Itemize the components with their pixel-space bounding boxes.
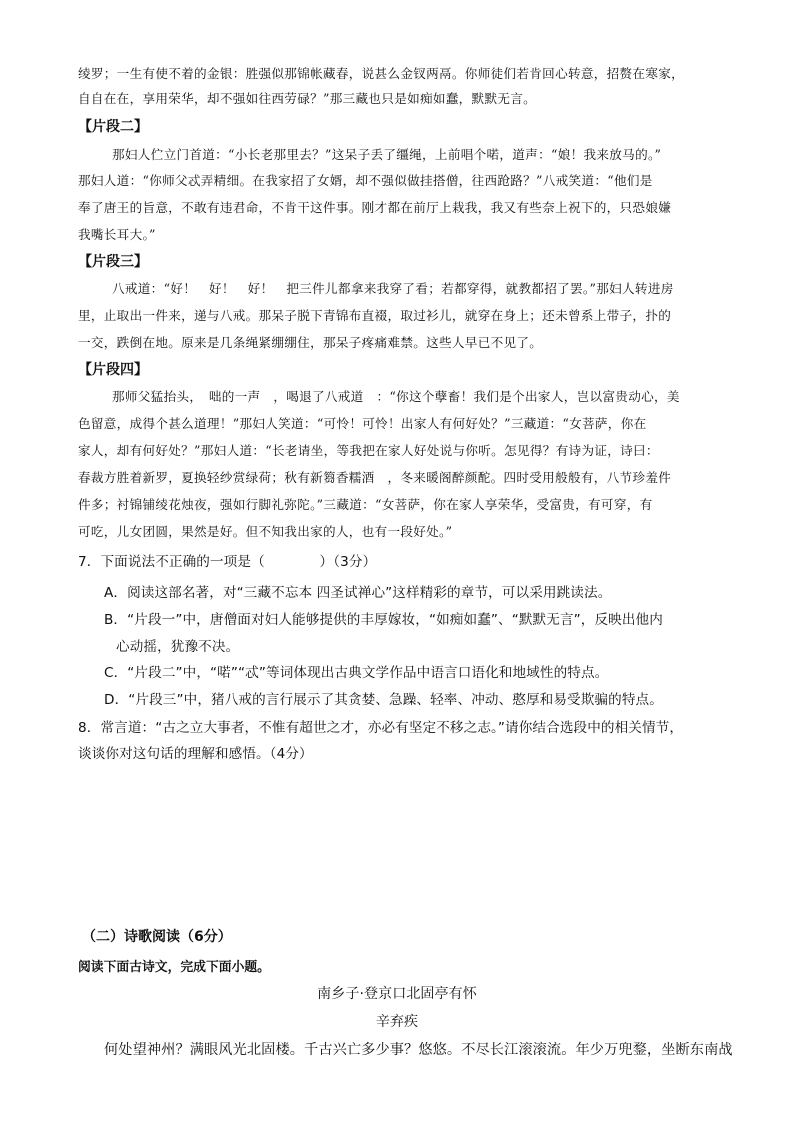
question-7-option-a: A．阅读这部名著，对“三藏不忘本 四圣试禅心”这样精彩的章节，可以采用跳读法。	[104, 585, 612, 601]
question-8-line-2: 谈谈你对这句话的理解和感悟。（4分）	[78, 746, 313, 762]
poem-author: 辛弃疾	[375, 1014, 419, 1030]
question-7-option-d: D．“片段三”中，猪八戒的言行展示了其贪婪、急躁、轻率、冲动、憨厚和易受欺骗的特点。	[104, 692, 663, 708]
fragment4-line-1: 那师父猛抬头， 咄的一声 ，喝退了八戒道 ：“你这个孽畜！我们是个出家人，岂以富贵动心，美	[112, 389, 680, 404]
fragment2-line-4: 我嘴长耳大。”	[78, 227, 156, 242]
fragment3-line-2: 里，止取出一件来，递与八戒。那呆子脱下青锦布直裰，取过衫儿，就穿在身上；还未曾系上带子，扑的	[78, 308, 672, 323]
fragment2-heading: 【片段二】	[78, 119, 148, 135]
fragment4-line-5: 件多；衬锦铺绫花烛夜，强如行脚礼弥陀。”三藏道：“女菩萨，你在家人享荣华，受富贵，有可穿，有	[78, 497, 653, 512]
fragment2-line-3: 奉了唐王的旨意，不敢有违君命，不肯干这件事。刚才都在前厅上栽我，我又有些奈上祝下的，只恐娘嫌	[78, 200, 672, 215]
fragment4-line-6: 可吃，儿女团圆，果然是好。但不知我出家的人，也有一段好处。”	[78, 524, 453, 539]
fragment4-line-4: 春裁方胜着新罗，夏换轻纱赏绿荷；秋有新篘香糯酒 ，冬来暖阁醉颜酡。四时受用般般有，八节珍羞件	[78, 470, 672, 485]
fragment2-line-1: 那妇人伫立门首道：“小长老那里去？”这呆子丢了缰绳，上前唱个喏，道声：“娘！我来放马的。”	[112, 147, 662, 162]
question-7-option-b-line-2: 心动摇，犹豫不决。	[116, 639, 240, 655]
question-8-line-1: 8．常言道：“古之立大事者，不惟有超世之才，亦必有坚定不移之志。”请你结合选段中的相关情节，	[78, 720, 684, 736]
question-7-stem: 7．下面说法不正确的一项是（ ）（3分）	[78, 554, 377, 570]
fragment2-line-2: 那妇人道：“你师父忒弄精细。在我家招了女婿，却不强似做挂搭僧，往西跄路？”八戒笑道：“他们是	[78, 173, 653, 188]
fragment1-line-2: 自自在在，享用荣华，却不强如往西劳碌？”那三藏也只是如痴如蠢，默默无言。	[78, 91, 537, 106]
section-2-instruction: 阅读下面古诗文，完成下面小题。	[78, 960, 270, 975]
poem-title: 南乡子·登京口北固亭有怀	[317, 986, 477, 1002]
fragment3-heading: 【片段三】	[78, 254, 148, 270]
fragment4-line-2: 色留意，成得个甚么道理！”那妇人笑道：“可怜！可怜！出家人有何好处？”三藏道：“女菩萨，你在	[78, 416, 647, 431]
poem-line-1: 何处望神州？满眼风光北固楼。千古兴亡多少事？悠悠。不尽长江滚滚流。年少万兜鍪，坐断东南战	[104, 1042, 733, 1058]
fragment4-line-3: 家人，却有何好处？”那妇人道：“长老请坐，等我把在家人好处说与你听。怎见得？有诗为证，诗曰：	[78, 443, 659, 458]
section-2-heading: （二）诗歌阅读（6分）	[82, 929, 232, 945]
fragment3-line-1: 八戒道：“好！ 好！ 好！ 把三件儿都拿来我穿了看；若都穿得，就教都招了罢。”那妇人转进房	[112, 281, 674, 296]
question-7-option-c: C．“片段二”中，“喏”“忒”等词体现出古典文学作品中语言口语化和地域性的特点。	[104, 665, 609, 681]
fragment4-heading: 【片段四】	[78, 362, 148, 378]
fragment3-line-3: 一交，跌倒在地。原来是几条绳紧绷绷住，那呆子疼痛难禁。这些人早已不见了。	[78, 335, 543, 350]
fragment1-line-1: 绫罗；一生有使不着的金银：胜强似那锦帐藏春，说甚么金钗两鬲。你师徒们若肯回心转意，招赘在寒家，	[78, 66, 685, 81]
question-7-option-b-line-1: B．“片段一”中，唐僧面对妇人能够提供的丰厚嫁妆，“如痴如蠢”、“默默无言”，反映出他内	[104, 612, 663, 628]
